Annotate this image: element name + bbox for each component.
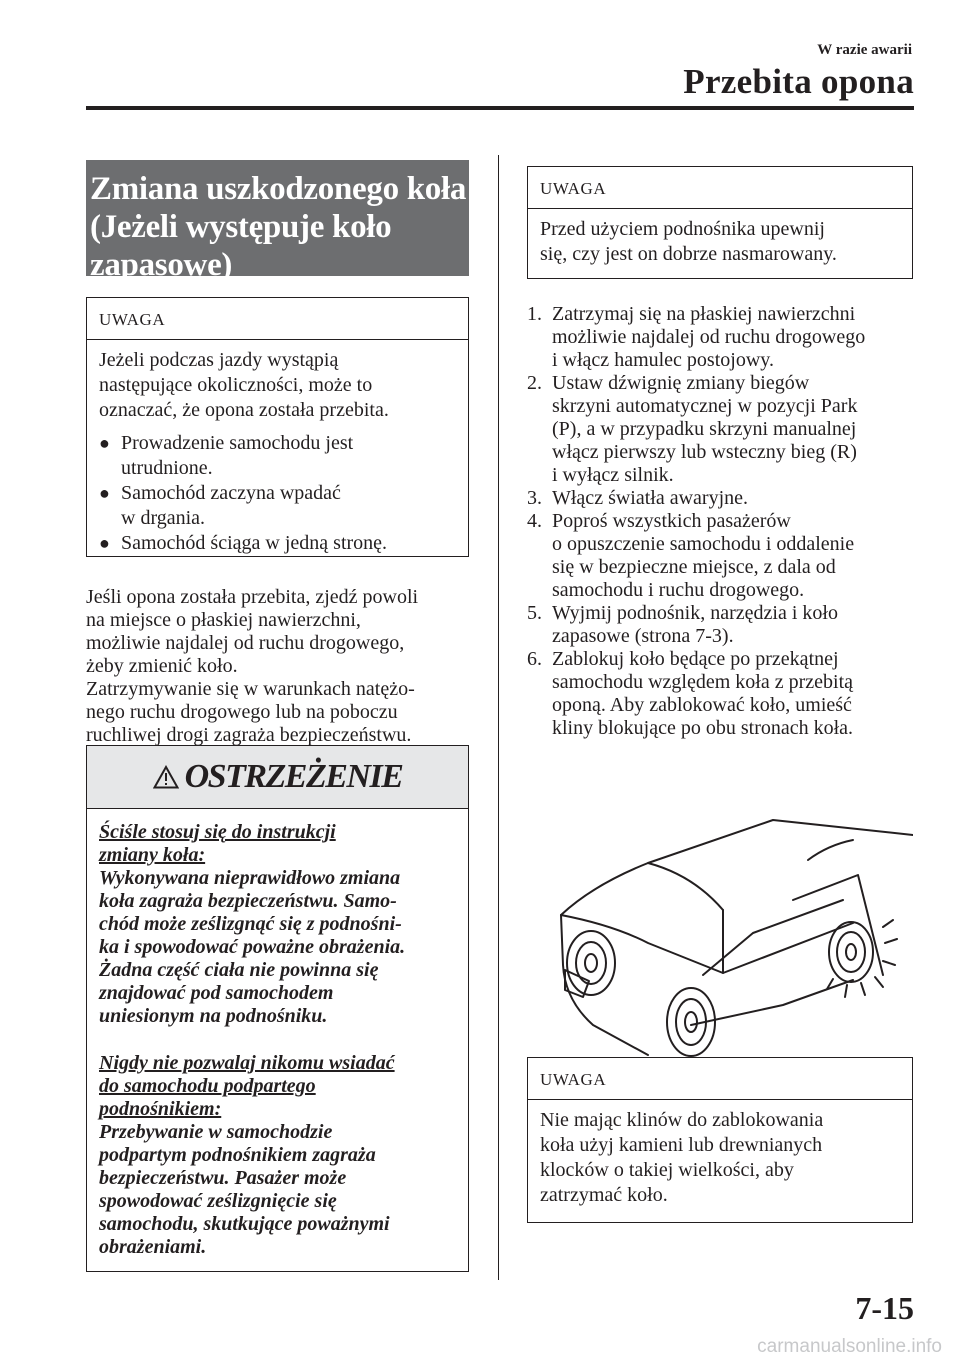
paragraph-line: Zatrzymywanie się w warunkach natężo-	[86, 678, 415, 700]
step-number: 6.	[527, 648, 542, 670]
step-text-line: Włącz światła awaryjne.	[552, 487, 749, 509]
step-text-line: Zatrzymaj się na płaskiej nawierzchni	[552, 303, 856, 325]
note-body	[87, 340, 468, 556]
warning-text-line: samochodu, skutkujące poważnymi	[99, 1213, 390, 1235]
warning-box	[86, 745, 469, 1272]
note-text-line: klocków o takiej wielkości, aby	[540, 1159, 794, 1181]
bullet-icon: ●	[99, 533, 110, 553]
paragraph-line: na miejsce o płaskiej nawierzchni,	[86, 609, 361, 631]
note-box-alternative	[527, 1057, 913, 1223]
note-label: UWAGA	[87, 298, 468, 340]
list-text-line: utrudnione.	[121, 457, 213, 479]
warning-title: OSTRZEŻENIE	[184, 758, 403, 795]
warning-text-line: uniesionym na podnośniku.	[99, 1005, 328, 1027]
step-text-line: kliny blokujące po obu stronach koła.	[552, 717, 854, 739]
note-text-line: Jeżeli podczas jazdy wystąpią	[99, 349, 339, 371]
list-item	[527, 510, 919, 602]
step-text-line: włącz pierwszy lub wsteczny bieg (R)	[552, 441, 857, 463]
note-body	[528, 209, 912, 267]
section-title	[86, 160, 469, 283]
warning-text-line: chód może ześlizgnąć się z podnośni-	[99, 913, 402, 935]
paragraph-line: Jeśli opona została przebita, zjedź powoli	[86, 586, 419, 608]
step-text-line: zapasowe (strona 7-3).	[552, 625, 734, 647]
warning-text-line: Żadna część ciała nie powinna się	[99, 959, 379, 981]
warning-heading-line: Nigdy nie pozwalaj nikomu wsiadać	[99, 1052, 395, 1074]
step-text-line: i włącz hamulec postojowy.	[552, 349, 774, 371]
section-title-line: Zmiana uszkodzonego koła	[90, 171, 467, 207]
watermark: carmanualsonline.info	[757, 1336, 942, 1357]
step-text-line: Zablokuj koło będące po przekątnej	[552, 648, 839, 670]
list-text-line: Samochód zaczyna wpadać	[121, 482, 341, 504]
header-title: Przebita opona	[683, 62, 914, 101]
warning-triangle-icon	[153, 765, 179, 789]
paragraph-line: żeby zmienić koło.	[86, 655, 238, 677]
note-box-puncture	[86, 297, 469, 557]
note-label: UWAGA	[528, 167, 912, 209]
note-text-line: się, czy jest on dobrze nasmarowany.	[540, 243, 837, 265]
step-text-line: o opuszczenie samochodu i oddalenie	[552, 533, 855, 555]
procedure-steps	[527, 303, 919, 740]
intro-paragraph	[86, 586, 478, 747]
warning-heading-line: podnośnikiem:	[99, 1098, 222, 1120]
step-number: 5.	[527, 602, 542, 624]
list-item	[527, 602, 919, 648]
note-box-jack	[527, 166, 913, 279]
page-number: 7-15	[855, 1290, 914, 1326]
step-number: 2.	[527, 372, 542, 394]
wheel-chock-illustration	[553, 815, 913, 1065]
step-text-line: (P), a w przypadku skrzyni manualnej	[552, 418, 857, 440]
step-text-line: możliwie najdalej od ruchu drogowego	[552, 326, 866, 348]
list-item	[99, 431, 456, 481]
warning-heading-line: zmiany koła:	[99, 844, 206, 866]
step-text-line: się w bezpieczne miejsce, z dala od	[552, 556, 836, 578]
header-rule	[86, 106, 914, 110]
step-text-line: Ustaw dźwignię zmiany biegów	[552, 372, 810, 394]
warning-text-line: obrażeniami.	[99, 1236, 207, 1258]
note-text-line: oznaczać, że opona została przebita.	[99, 399, 389, 421]
bullet-icon: ●	[99, 483, 110, 503]
column-divider	[498, 155, 499, 1280]
list-text-line: Samochód ściąga w jedną stronę.	[121, 532, 388, 554]
paragraph-line: ruchliwej drogi zagraża bezpieczeństwu.	[86, 724, 412, 746]
section-title-line: zapasowe)	[90, 247, 233, 283]
step-number: 1.	[527, 303, 542, 325]
note-text-line: koła użyj kamieni lub drewnianych	[540, 1134, 823, 1156]
warning-text-line: bezpieczeństwu. Pasażer może	[99, 1167, 347, 1189]
step-text-line: oponą. Aby zablokować koło, umieść	[552, 694, 852, 716]
warning-body	[87, 809, 468, 1259]
step-text-line: Wyjmij podnośnik, narzędzia i koło	[552, 602, 838, 624]
list-item	[99, 531, 456, 556]
header-section-label: W razie awarii	[817, 42, 912, 58]
list-item	[527, 303, 919, 372]
warning-header	[87, 746, 468, 809]
step-number: 4.	[527, 510, 542, 532]
list-item	[527, 372, 919, 487]
note-body	[528, 1100, 912, 1208]
warning-text-line: podpartym podnośnikiem zagraża	[99, 1144, 376, 1166]
warning-text-line: znajdować pod samochodem	[99, 982, 334, 1004]
warning-text-line: koła zagraża bezpieczeństwu. Samo-	[99, 890, 397, 912]
step-number: 3.	[527, 487, 542, 509]
step-text-line: samochodu względem koła z przebitą	[552, 671, 853, 693]
note-text-line: następujące okoliczności, może to	[99, 374, 373, 396]
note-text-line: Przed użyciem podnośnika upewnij	[540, 218, 825, 240]
list-item	[99, 481, 456, 531]
warning-text-line: spowodować ześlizgnięcie się	[99, 1190, 337, 1212]
step-text-line: skrzyni automatycznej w pozycji Park	[552, 395, 858, 417]
warning-text-line: Przebywanie w samochodzie	[99, 1121, 333, 1143]
list-item	[527, 487, 919, 510]
warning-text-line: Wykonywana nieprawidłowo zmiana	[99, 867, 401, 889]
note-label: UWAGA	[528, 1058, 912, 1100]
list-text-line: Prowadzenie samochodu jest	[121, 432, 354, 454]
warning-heading-line: Ściśle stosuj się do instrukcji	[99, 821, 336, 843]
bullet-icon: ●	[99, 433, 110, 453]
warning-heading-line: do samochodu podpartego	[99, 1075, 316, 1097]
note-text-line: Nie mając klinów do zablokowania	[540, 1109, 824, 1131]
paragraph-line: możliwie najdalej od ruchu drogowego,	[86, 632, 405, 654]
step-text-line: i wyłącz silnik.	[552, 464, 674, 486]
step-text-line: samochodu i ruchu drogowego.	[552, 579, 805, 601]
list-item	[527, 648, 919, 740]
symptom-list	[99, 431, 456, 556]
list-text-line: w drgania.	[121, 507, 206, 529]
step-text-line: Poproś wszystkich pasażerów	[552, 510, 791, 532]
paragraph-line: nego ruchu drogowego lub na poboczu	[86, 701, 398, 723]
note-text-line: zatrzymać koło.	[540, 1184, 668, 1206]
section-title-line: (Jeżeli występuje koło	[90, 209, 392, 245]
warning-text-line: ka i spowodować poważne obrażenia.	[99, 936, 406, 958]
